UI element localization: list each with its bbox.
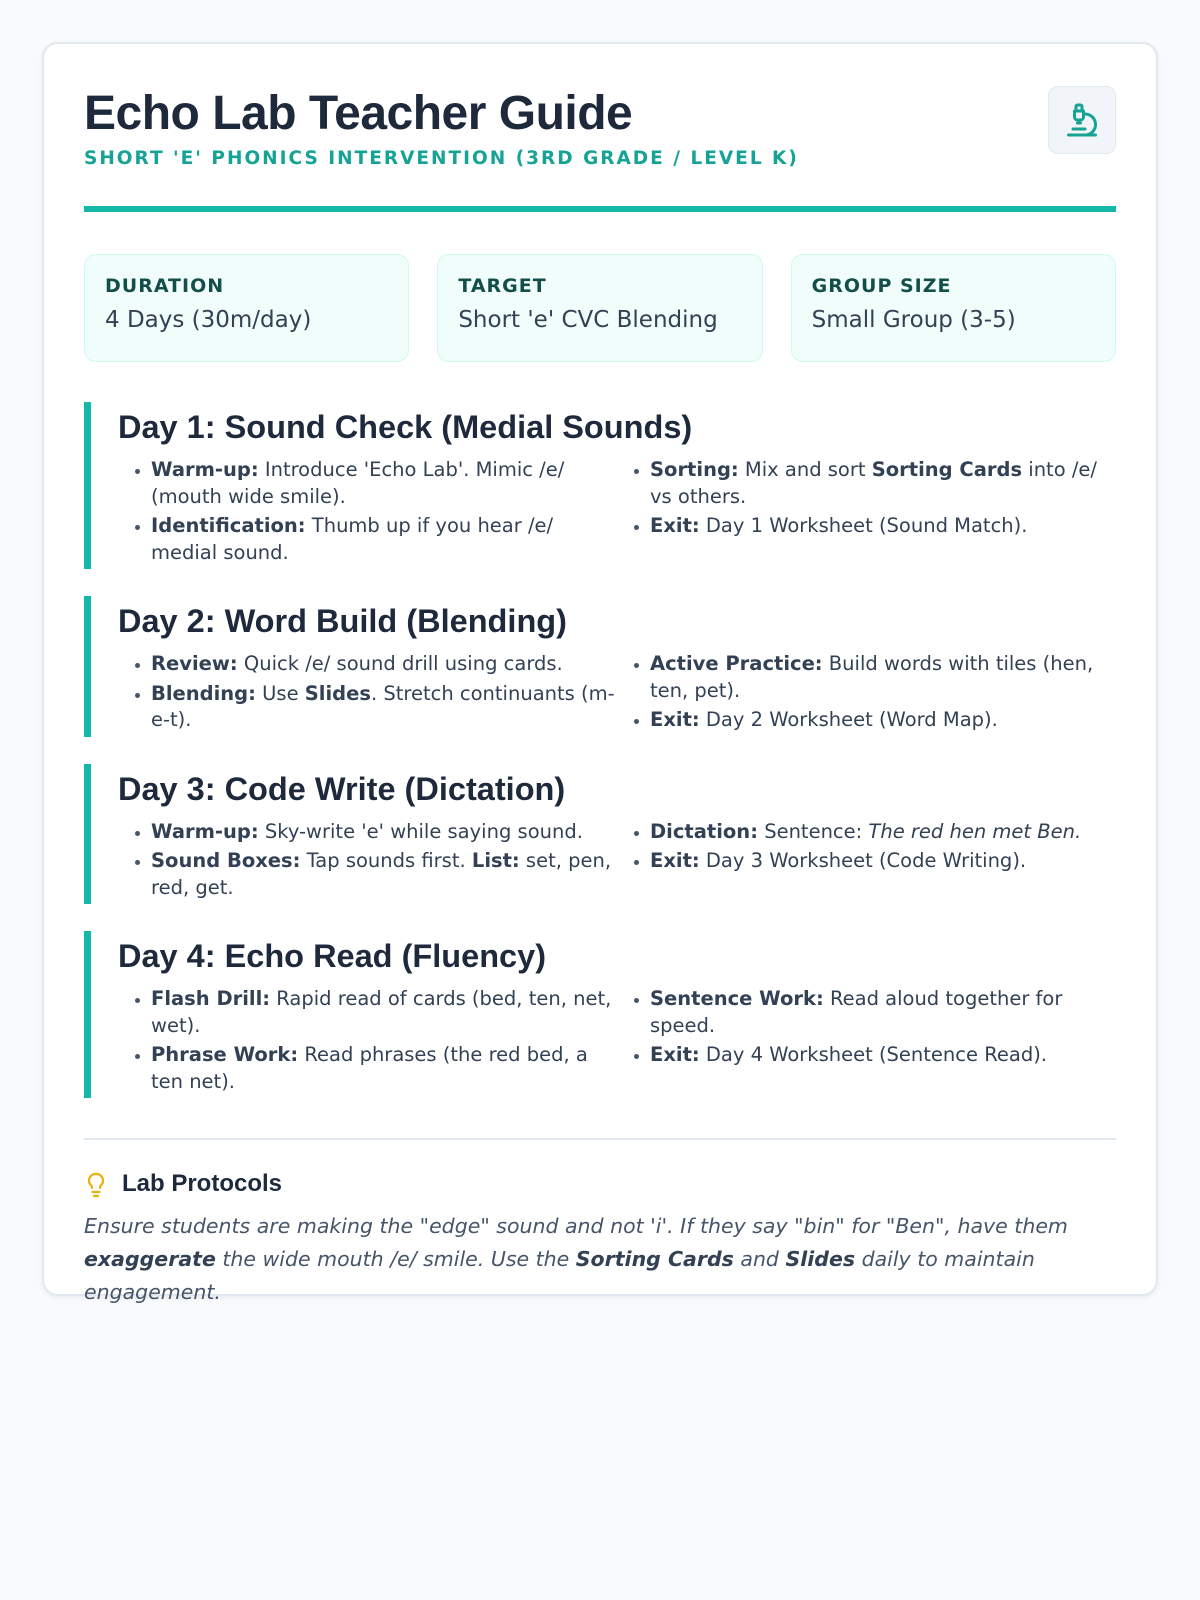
list-item: [151, 848, 617, 901]
stat-label: DURATION: [105, 275, 225, 297]
text-run: Ensure students are making the "edge" sound and not 'i'. If they say "bin" for "Ben", have them: [84, 1214, 1068, 1238]
stat-label: TARGET: [458, 275, 547, 297]
protocols-text: [84, 1210, 1116, 1309]
italic-text: The red hen met Ben.: [868, 819, 1082, 843]
bold-text: Exit:: [650, 708, 700, 731]
day-sections: [84, 402, 1116, 1098]
list-item: [151, 651, 617, 678]
list-item: [151, 986, 617, 1039]
day-list-left: [118, 986, 617, 1098]
page-title: Echo Lab Teacher Guide: [84, 87, 633, 140]
stat-value: 4 Days (30m/day): [105, 307, 312, 333]
stat-card-group-size: [791, 254, 1116, 362]
microscope-button[interactable]: [1048, 86, 1116, 154]
text-run: Sentence:: [758, 819, 869, 843]
bold-text: Warm-up:: [151, 458, 259, 481]
text-run: . Stretch continuants (m-e-t).: [151, 681, 615, 731]
list-item: [151, 1042, 617, 1095]
list-item: [650, 651, 1116, 704]
day-section-2: [84, 596, 1116, 737]
bold-text: Flash Drill:: [151, 987, 271, 1010]
bold-text: Sorting Cards: [575, 1247, 734, 1271]
day-list-right: [617, 819, 1116, 905]
list-item: [151, 819, 617, 846]
text-run: Sky-write 'e' while saying sound.: [258, 819, 583, 843]
day-list-left: [118, 819, 617, 905]
day-columns: [118, 986, 1116, 1098]
bold-text: Dictation:: [650, 819, 758, 843]
bold-text: exaggerate: [84, 1247, 216, 1271]
text-run: Build words with tiles (hen, ten, pet).: [650, 652, 1094, 702]
bold-text: Sentence Work:: [650, 987, 824, 1010]
bold-text: Sound Boxes:: [151, 849, 301, 872]
bold-text: List:: [471, 849, 520, 872]
lightbulb-icon: [84, 1170, 108, 1198]
day-section-3: [84, 764, 1116, 905]
divider: [84, 1138, 1116, 1140]
list-item: [151, 513, 617, 566]
bold-text: Exit:: [650, 1043, 700, 1066]
bold-text: Sorting:: [650, 458, 739, 481]
day-title: Day 1: Sound Check (Medial Sounds): [118, 409, 693, 445]
list-item: [650, 986, 1116, 1039]
day-section-4: [84, 931, 1116, 1098]
protocols-header: [84, 1170, 1116, 1198]
text-run: daily to maintain engagement.: [84, 1247, 1035, 1304]
list-item: [650, 819, 1116, 846]
stats-row: [84, 254, 1116, 362]
day-columns: [118, 457, 1116, 569]
list-item: [650, 513, 1116, 540]
stat-card-duration: [84, 254, 409, 362]
stat-label: GROUP SIZE: [811, 275, 952, 297]
text-run: Day 4 Worksheet (Sentence Read).: [699, 1043, 1048, 1066]
day-title: Day 2: Word Build (Blending): [118, 603, 567, 639]
day-title: Day 4: Echo Read (Fluency): [118, 938, 547, 974]
list-item: [650, 457, 1116, 510]
text-run: Tap sounds first.: [300, 849, 472, 872]
bold-text: Identification:: [151, 514, 306, 537]
text-run: Rapid read of cards (bed, ten, net, wet).: [151, 987, 612, 1037]
list-item: [650, 1042, 1116, 1069]
bold-text: Sorting Cards: [871, 458, 1023, 481]
text-run: Mix and sort: [738, 458, 872, 481]
page-subtitle: SHORT 'E' PHONICS INTERVENTION (3RD GRADE / LEVEL K): [84, 148, 799, 169]
list-item: [650, 848, 1116, 875]
text-run: Use: [255, 681, 305, 705]
bold-text: Warm-up:: [151, 819, 259, 843]
text-run: Read phrases (the red bed, a ten net).: [151, 1043, 588, 1093]
text-run: Thumb up if you hear /e/ medial sound.: [151, 514, 554, 564]
text-run: and: [733, 1247, 786, 1271]
text-run: Day 2 Worksheet (Word Map).: [699, 708, 998, 731]
text-run: Day 1 Worksheet (Sound Match).: [699, 514, 1028, 537]
stat-card-target: [437, 254, 762, 362]
bold-text: Active Practice:: [650, 652, 823, 675]
list-item: [650, 707, 1116, 734]
day-list-right: [617, 651, 1116, 737]
day-title: Day 3: Code Write (Dictation): [118, 770, 566, 807]
text-run: Quick /e/ sound drill using cards.: [237, 652, 563, 675]
day-section-1: [84, 402, 1116, 569]
microscope-icon: [1064, 102, 1100, 138]
protocols-title: Lab Protocols: [122, 1170, 283, 1197]
bold-text: Exit:: [650, 849, 700, 872]
day-list-right: [617, 986, 1116, 1098]
text-run: Read aloud together for speed.: [650, 987, 1063, 1037]
text-run: the wide mouth /e/ smile. Use the: [215, 1247, 576, 1271]
bold-text: Slides: [304, 681, 371, 705]
stat-value: Small Group (3-5): [811, 307, 1016, 333]
lab-protocols: [84, 1170, 1116, 1309]
bold-text: Slides: [785, 1247, 856, 1271]
day-list-right: [617, 457, 1116, 569]
guide-card: [42, 42, 1158, 1304]
stat-value: Short 'e' CVC Blending: [458, 307, 718, 333]
list-item: [151, 681, 617, 734]
day-list-left: [118, 651, 617, 737]
day-list-left: [118, 457, 617, 569]
list-item: [151, 457, 617, 510]
bold-text: Review:: [151, 652, 238, 675]
text-run: into /e/ vs others.: [650, 458, 1097, 508]
day-columns: [118, 651, 1116, 737]
text-run: Introduce 'Echo Lab'. Mimic /e/ (mouth wide smile).: [151, 458, 565, 508]
bold-text: Blending:: [151, 681, 256, 705]
text-run: Day 3 Worksheet (Code Writing).: [699, 849, 1027, 872]
day-columns: [118, 819, 1116, 905]
bold-text: Exit:: [650, 514, 700, 537]
bold-text: Phrase Work:: [151, 1043, 299, 1066]
text-run: set, pen, red, get.: [151, 849, 612, 899]
guide-header: [84, 86, 1116, 212]
